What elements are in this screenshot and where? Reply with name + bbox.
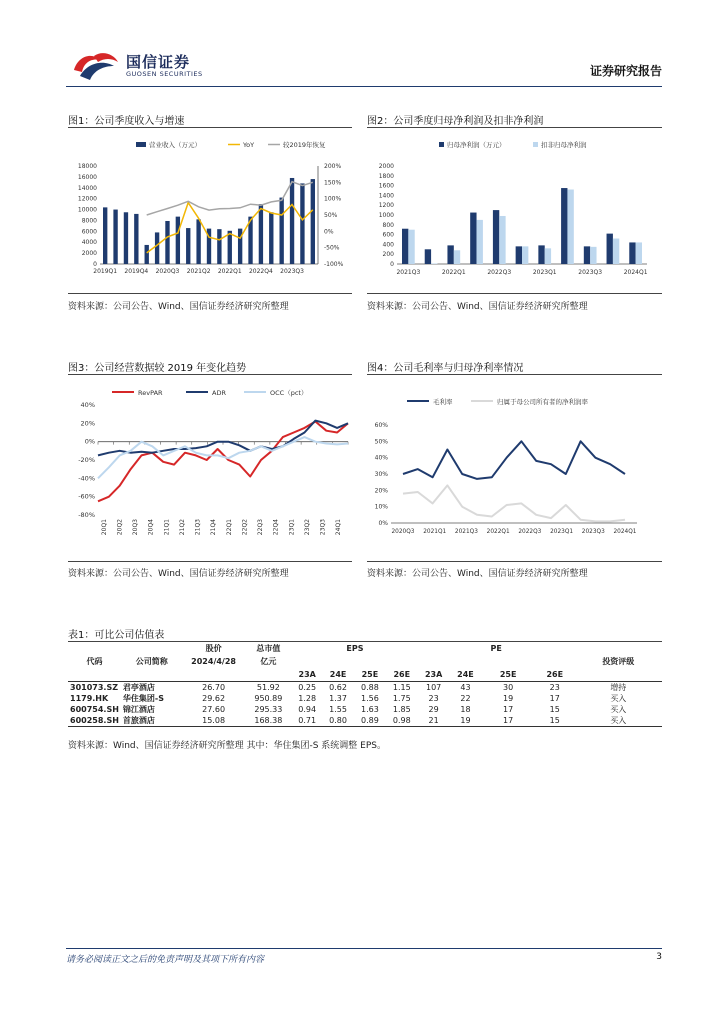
footer-disclaimer: 请务必阅读正文之后的免责声明及其项下所有内容 (66, 955, 265, 965)
y-left-tick-label: 2000 (81, 250, 97, 258)
x-tick-label: 2021Q2 (186, 268, 211, 275)
row-pe: 22 (460, 693, 471, 703)
row-pe: 30 (481, 681, 535, 693)
header-pe-year: 24E (457, 669, 474, 679)
x-tick-label: 20Q1 (100, 519, 108, 536)
legend-deducted-label: 扣非归母净利润 (541, 141, 587, 149)
fig3-bottom-rule (68, 561, 352, 562)
revenue-bar (165, 221, 169, 264)
revenue-bar (279, 198, 283, 264)
y-tick-label: 800 (382, 221, 394, 229)
row-mcap: 950.89 (254, 693, 283, 703)
fig3-chart (68, 377, 358, 557)
y-tick-label: 20% (80, 419, 95, 428)
revenue-bar (186, 228, 190, 264)
row-eps: 0.88 (354, 681, 386, 693)
netprofit-bar (447, 245, 453, 264)
fig1-chart (68, 130, 358, 290)
legend-revenue-label: 营业收入（万元） (149, 141, 201, 149)
fig2-rule (367, 127, 662, 128)
y-left-tick-label: 4000 (81, 239, 97, 247)
netprofit-bar (607, 234, 613, 264)
x-tick-label: 20Q3 (132, 519, 140, 536)
header-eps: EPS (346, 644, 364, 653)
revpar-line (98, 422, 348, 502)
x-tick-label: 2020Q3 (155, 268, 180, 275)
fig2-bottom-rule (367, 293, 662, 294)
row-eps: 1.28 (298, 693, 317, 703)
x-tick-label: 2023Q1 (532, 269, 557, 276)
x-tick-label: 2023Q3 (280, 268, 304, 275)
row-pe: 18 (460, 704, 471, 714)
legend-yoy-label: YoY (243, 141, 255, 149)
revenue-bar (113, 210, 117, 264)
fig3-rule (68, 374, 352, 375)
row-eps: 0.89 (354, 715, 386, 727)
deducted-netprofit-bar (522, 246, 528, 264)
row-eps: 1.85 (392, 704, 411, 714)
y-tick-label: 1000 (378, 212, 394, 219)
netprofit-bar (470, 213, 476, 264)
y-tick-label: 600 (382, 231, 394, 239)
fig4-title: 图4：公司毛利率与归母净利率情况 (367, 363, 524, 374)
row-pe: 17 (549, 693, 560, 703)
netprofit-bar (538, 245, 544, 264)
row-name: 首旅酒店 (121, 715, 183, 727)
row-eps: 1.37 (329, 693, 347, 703)
revenue-bar (145, 245, 149, 264)
legend-recovery-label: 较2019年恢复 (283, 141, 326, 149)
x-tick-label: 2023Q3 (578, 269, 603, 276)
recovery-line (147, 182, 313, 215)
row-pe: 17 (503, 704, 514, 714)
header-rating: 投资评级 (602, 656, 635, 666)
header-pe-year: 25E (499, 669, 517, 679)
row-pe: 21 (418, 715, 450, 727)
y-tick-label: 20% (374, 487, 388, 495)
x-tick-label: 23Q2 (303, 519, 311, 536)
row-eps: 0.80 (322, 715, 354, 727)
fig3-source: 资料来源：公司公告、Wind、国信证券经济研究所整理 (68, 569, 289, 579)
fig1-bottom-rule (68, 293, 352, 294)
row-price: 26.70 (183, 681, 245, 693)
row-code: 1179.HK (70, 693, 109, 703)
fig4-source: 资料来源：公司公告、Wind、国信证券经济研究所整理 (367, 569, 588, 579)
x-tick-label: 24Q1 (335, 519, 343, 536)
header-eps-year: 23A (298, 669, 316, 679)
revenue-bar (228, 231, 232, 264)
y-left-tick-label: 6000 (81, 228, 97, 236)
y-tick-label: -20% (78, 456, 95, 464)
deducted-netprofit-bar (613, 239, 619, 264)
row-name: 华住集团-S (122, 693, 164, 703)
row-code: 301073.SZ (68, 681, 121, 693)
row-price: 15.08 (183, 715, 245, 727)
y-right-tick-label: -50% (324, 244, 340, 252)
x-tick-label: 2022Q3 (487, 269, 512, 276)
x-tick-label: 23Q1 (288, 519, 296, 536)
deducted-netprofit-bar (567, 190, 573, 264)
row-eps: 1.55 (329, 704, 347, 714)
row-name: 君亭酒店 (121, 681, 183, 693)
guosen-logo-icon (70, 50, 122, 82)
row-eps: 0.94 (298, 704, 317, 714)
netprofit-bar (402, 229, 408, 264)
header-pe-year: 26E (546, 669, 564, 679)
row-eps: 0.71 (292, 715, 322, 727)
y-right-tick-label: 200% (324, 163, 342, 170)
header-divider (66, 86, 662, 87)
netprofit-bar (584, 246, 590, 264)
y-tick-label: 60% (374, 422, 388, 429)
netprofit-bar (493, 210, 499, 264)
header-mcap-unit: 亿元 (260, 657, 277, 666)
y-right-tick-label: 100% (324, 195, 342, 203)
y-tick-label: 10% (374, 503, 388, 511)
x-tick-label: 21Q1 (163, 519, 171, 536)
y-left-tick-label: 14000 (77, 184, 97, 192)
net-margin-line (403, 485, 625, 521)
header-code: 代码 (86, 656, 103, 666)
y-tick-label: 40% (374, 454, 388, 462)
x-tick-label: 23Q3 (319, 519, 327, 536)
y-tick-label: 30% (374, 471, 388, 478)
x-tick-label: 2023Q1 (550, 529, 574, 535)
row-name: 锦江酒店 (122, 704, 155, 714)
y-tick-label: 50% (374, 438, 388, 446)
legend-net-margin-label: 归属于母公司所有者的净利润率 (497, 398, 588, 406)
y-tick-label: 1800 (378, 172, 394, 180)
x-tick-label: 20Q4 (147, 519, 155, 536)
row-code: 600258.SH (70, 715, 119, 725)
fig4-chart (367, 377, 662, 557)
x-tick-label: 20Q2 (116, 519, 124, 536)
report-type: 证券研究报告 (589, 64, 662, 78)
revenue-bar (124, 212, 128, 264)
legend-revenue-swatch (136, 142, 146, 147)
row-eps: 1.56 (361, 693, 379, 703)
fig1-source: 资料来源：公司公告、Wind、国信证券经济研究所整理 (68, 302, 289, 312)
row-pe: 17 (481, 715, 535, 727)
x-tick-label: 22Q3 (257, 519, 265, 536)
fig1-rule (68, 127, 352, 128)
netprofit-bar (425, 249, 431, 264)
y-tick-label: -40% (78, 474, 95, 483)
y-left-tick-label: 8000 (81, 217, 97, 225)
table-row (68, 704, 662, 715)
revenue-bar (155, 232, 159, 264)
y-tick-label: 1400 (378, 192, 394, 200)
row-rating: 买入 (610, 693, 627, 703)
row-code: 600754.SH (70, 704, 119, 714)
y-tick-label: 40% (80, 401, 95, 409)
revenue-bar (238, 229, 242, 264)
row-rating: 买入 (575, 715, 662, 727)
header-name: 公司简称 (135, 656, 168, 666)
report-header (66, 48, 662, 84)
table-row (68, 715, 662, 727)
fig4-bottom-rule (367, 561, 662, 562)
fig2-chart (367, 130, 662, 290)
y-tick-label: 0% (84, 437, 95, 446)
row-pe: 23 (428, 693, 439, 703)
x-tick-label: 2022Q1 (217, 268, 242, 275)
y-left-tick-label: 16000 (77, 173, 97, 181)
x-tick-label: 2019Q4 (124, 268, 149, 275)
footer-divider (66, 948, 662, 949)
revenue-bar (103, 207, 107, 264)
legend-deducted-swatch (533, 142, 538, 147)
legend-netprofit-swatch (439, 142, 444, 147)
row-pe: 107 (418, 681, 450, 693)
x-tick-label: 2022Q3 (518, 529, 542, 535)
netprofit-bar (516, 246, 522, 264)
y-right-tick-label: 0% (324, 228, 334, 236)
brand-name-cn: 国信证券 (126, 53, 191, 71)
y-tick-label: 400 (382, 241, 394, 249)
fig4-rule (367, 374, 662, 375)
revenue-bar (269, 212, 273, 264)
table-source: 资料来源：Wind、国信证券经济研究所整理 其中：华住集团-S 系统调整 EPS。 (68, 741, 386, 751)
revenue-bar (290, 178, 294, 264)
x-tick-label: 21Q3 (194, 519, 202, 536)
gross-margin-line (403, 441, 625, 479)
header-pe: PE (490, 644, 502, 653)
page-number: 3 (656, 952, 662, 962)
x-tick-label: 2022Q4 (248, 268, 273, 275)
x-tick-label: 22Q2 (241, 519, 249, 536)
row-eps: 0.98 (386, 715, 418, 727)
y-tick-label: 0 (390, 261, 394, 268)
y-tick-label: -80% (78, 511, 95, 519)
valuation-table (68, 642, 662, 727)
y-left-tick-label: 0 (93, 261, 97, 268)
deducted-netprofit-bar (590, 247, 596, 264)
y-left-tick-label: 10000 (77, 206, 97, 214)
legend-occ-label: OCC（pct） (270, 389, 308, 397)
header-eps-year: 24E (329, 669, 347, 679)
table-row (68, 681, 662, 693)
x-tick-label: 2024Q1 (623, 269, 648, 276)
brand-name-en: GUOSEN SECURITIES (126, 70, 203, 78)
y-tick-label: 1200 (378, 202, 394, 210)
x-tick-label: 2021Q1 (423, 529, 447, 535)
x-tick-label: 21Q4 (210, 519, 218, 536)
legend-gross-margin-label: 毛利率 (433, 398, 453, 406)
header-price: 股价 (205, 644, 222, 653)
revenue-bar (134, 214, 138, 264)
netprofit-bar (561, 188, 567, 264)
y-right-tick-label: 50% (324, 212, 338, 219)
fig2-title: 图2：公司季度归母净利润及扣非净利润 (367, 116, 544, 127)
row-pe: 29 (428, 704, 439, 714)
y-tick-label: 0% (378, 520, 388, 527)
row-eps: 0.25 (292, 681, 322, 693)
revenue-bar (176, 217, 180, 264)
row-mcap: 168.38 (244, 715, 292, 727)
row-price: 29.62 (202, 693, 226, 703)
table-header-row-1 (68, 642, 662, 655)
x-tick-label: 21Q2 (178, 519, 186, 536)
deducted-netprofit-bar (499, 216, 505, 264)
y-right-tick-label: 150% (324, 179, 342, 187)
legend-revpar-label: RevPAR (138, 389, 163, 397)
row-pe: 15 (549, 704, 560, 714)
row-pe: 43 (450, 681, 482, 693)
legend-adr-label: ADR (212, 389, 226, 397)
revenue-bar (311, 179, 315, 264)
x-tick-label: 2020Q3 (391, 529, 415, 535)
y-tick-label: 2000 (378, 163, 394, 170)
y-tick-label: 1600 (378, 182, 394, 190)
x-tick-label: 2024Q1 (613, 529, 637, 535)
row-pe: 19 (503, 693, 514, 703)
row-pe: 19 (450, 715, 482, 727)
guosen-logo (66, 48, 226, 84)
row-eps: 1.63 (361, 704, 379, 714)
adr-line (98, 421, 348, 456)
row-pe: 23 (535, 681, 575, 693)
revenue-bar (259, 204, 263, 264)
x-tick-label: 2022Q1 (441, 269, 466, 276)
header-pe-year: 23A (424, 669, 443, 679)
header-price-date: 2024/4/28 (191, 657, 236, 666)
table-row (68, 693, 662, 704)
row-mcap: 295.33 (254, 704, 283, 714)
y-tick-label: 200 (382, 251, 394, 259)
legend-netprofit-label: 归母净利润（万元） (447, 141, 506, 149)
table-title: 表1：可比公司估值表 (68, 630, 165, 641)
x-tick-label: 22Q4 (272, 519, 280, 536)
header-eps-year: 25E (361, 669, 379, 679)
netprofit-bar (629, 242, 635, 264)
x-tick-label: 2021Q3 (454, 529, 478, 535)
x-tick-label: 22Q1 (225, 519, 233, 536)
x-tick-label: 2022Q1 (486, 529, 510, 535)
revenue-bar (217, 229, 221, 264)
header-mcap: 总市值 (256, 644, 281, 653)
row-eps: 1.75 (392, 693, 411, 703)
fig2-source: 资料来源：公司公告、Wind、国信证券经济研究所整理 (367, 302, 588, 312)
deducted-netprofit-bar (408, 230, 414, 264)
y-left-tick-label: 18000 (77, 163, 97, 170)
x-tick-label: 2021Q3 (396, 269, 421, 276)
x-tick-label: 2019Q1 (93, 268, 118, 275)
header-eps-year: 26E (393, 669, 411, 679)
row-eps: 0.62 (322, 681, 354, 693)
revenue-bar (300, 183, 304, 264)
deducted-netprofit-bar (636, 242, 642, 264)
y-left-tick-label: 12000 (77, 195, 97, 203)
row-eps: 1.15 (386, 681, 418, 693)
row-price: 27.60 (202, 704, 226, 714)
row-mcap: 51.92 (244, 681, 292, 693)
deducted-netprofit-bar (477, 220, 483, 264)
y-right-tick-label: -100% (324, 261, 344, 268)
deducted-netprofit-bar (545, 248, 551, 264)
deducted-netprofit-bar (454, 250, 460, 264)
row-rating: 增持 (575, 681, 662, 693)
row-pe: 15 (535, 715, 575, 727)
fig1-title: 图1：公司季度收入与增速 (68, 116, 185, 127)
revenue-bar (196, 219, 200, 264)
y-tick-label: -60% (78, 492, 95, 501)
x-tick-label: 2023Q3 (581, 529, 605, 535)
fig3-title: 图3：公司经营数据较 2019 年变化趋势 (68, 363, 247, 374)
row-rating: 买入 (610, 704, 627, 714)
